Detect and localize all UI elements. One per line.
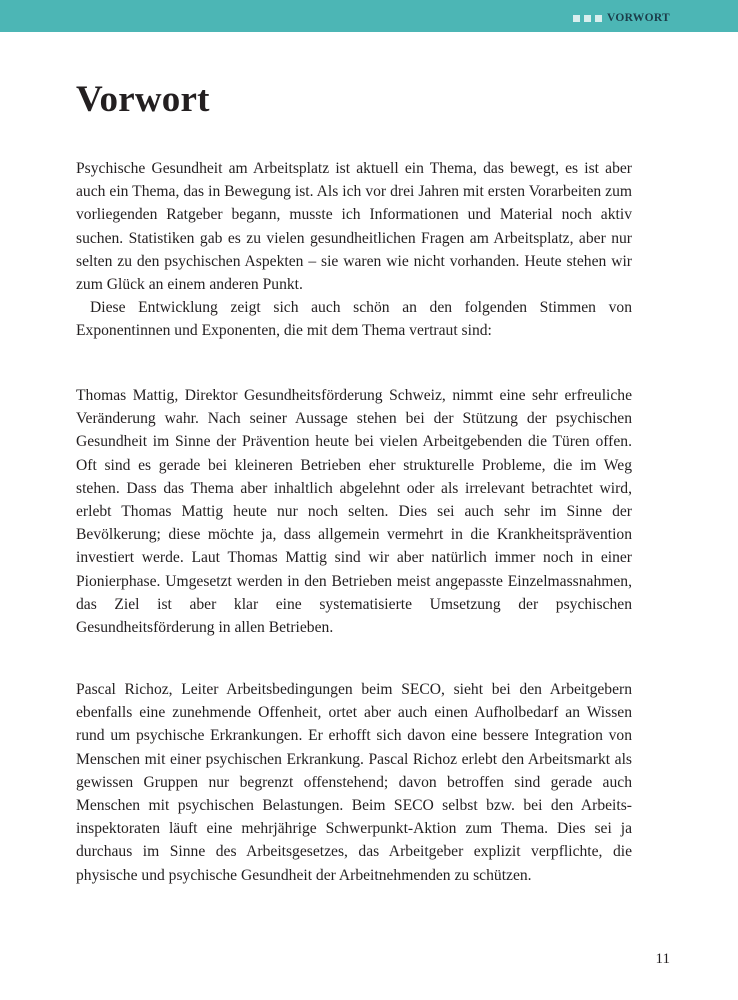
square-icon xyxy=(595,15,602,22)
square-icon xyxy=(573,15,580,22)
page-title: Vorwort xyxy=(76,79,210,120)
paragraph-thomas-mattig: Thomas Mattig, Direktor Gesundheitsförderung Schweiz, nimmt eine sehr erfreuliche Veränderung wahr. Nach seiner Aussage stehen bei der Stützung der psychischen Gesundheit im Sinne der Prävention heute bei vielen Arbeitgebenden die Türen offen. Oft sind es gerade bei kleineren Betrieben eher strukturelle Probleme, die im Weg stehen. Dass das Thema aber inhaltlich abgelehnt oder als irrelevant betrachtet wird, erlebt Thomas Mattig heute nur noch selten. Dies sei auch sehr im Sinne der Bevölkerung; diese möchte ja, dass allgemein vermehrt in die Krankheitsprävention investiert werde. Laut Thomas Mattig sind wir aber natürlich immer noch in einer Pionierphase. Umgesetzt werden in den Betrieben meist angepasste Einzelmassnahmen, das Ziel ist aber klar eine systematisierte Umsetzung der psychischen Gesundheitsförderung in allen Betrieben. xyxy=(76,387,632,637)
running-head xyxy=(573,11,670,25)
page-number: 11 xyxy=(655,951,670,967)
richoz-section xyxy=(76,678,632,887)
square-bullets-icon xyxy=(573,15,602,22)
paragraph-pascal-richoz: Pascal Richoz, Leiter Arbeitsbedingungen beim SECO, sieht bei den Arbeitgebern ebenfalls eine zunehmende Offenheit, ortet aber auch einen Aufholbedarf an Wissen rund um psychische Erkrankungen. Er erhofft sich davon eine bessere Integration von Menschen mit einer psychischen Erkrankung. Pascal Richoz erlebt den Arbeitsmarkt als gewissen Gruppen nur begrenzt offenstehend; davon betroffen sind gerade auch Menschen mit psychischen Belastungen. Beim SECO selbst bzw. bei den Arbeitsinspektoraten läuft eine mehrjährige Schwerpunkt-Aktion zum Thema. Dies sei ja durchaus im Sinne des Arbeitsgesetzes, das Arbeitgeber explizit verpflichte, die physische und psychische Gesundheit der Arbeitnehmenden zu schützen. xyxy=(76,681,632,884)
intro-section xyxy=(76,157,632,343)
paragraph-intro: Psychische Gesundheit am Arbeitsplatz ist aktuell ein Thema, das bewegt, es ist aber auch ein Thema, das in Bewegung ist. Als ich vor drei Jahren mit ersten Vorarbeiten zum vorliegenden Ratgeber begann, musste ich Informationen und Material noch aktiv suchen. Statistiken gab es zu vielen gesundheitlichen Fragen am Arbeitsplatz, aber nur selten zu den psychischen Aspekten – sie waren wie nicht vorhanden. Heute stehen wir zum Glück an einem anderen Punkt. xyxy=(76,160,632,294)
square-icon xyxy=(584,15,591,22)
mattig-section xyxy=(76,384,632,639)
paragraph-voices-intro: Diese Entwicklung zeigt sich auch schön an den folgenden Stimmen von Exponentinnen und Exponenten, die mit dem Thema vertraut sind: xyxy=(76,299,632,340)
header-band xyxy=(0,0,738,32)
running-head-label: VORWORT xyxy=(606,12,670,24)
